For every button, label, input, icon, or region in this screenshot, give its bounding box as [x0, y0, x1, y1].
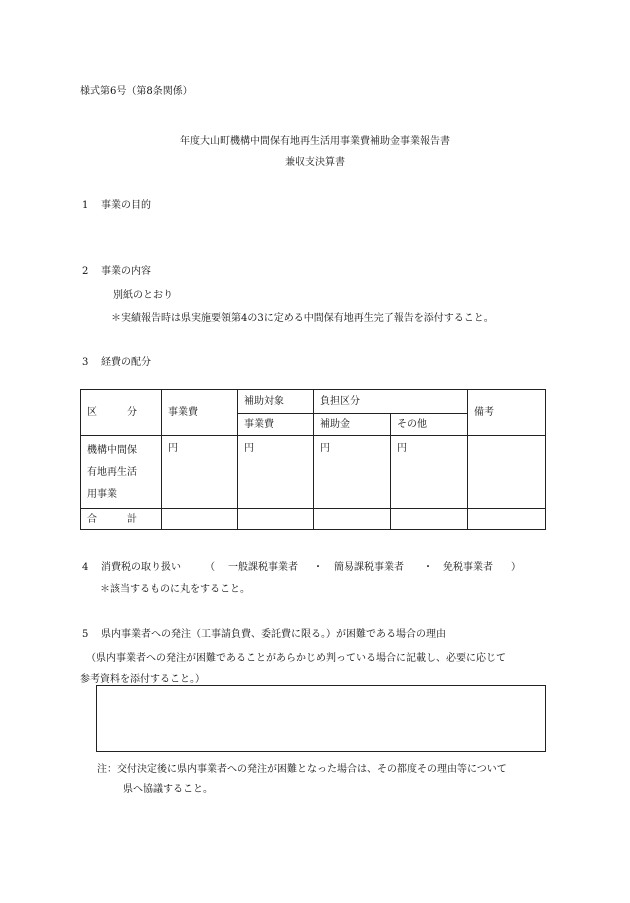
tax-separator-1: ・ — [313, 562, 323, 573]
section-1-number: 1 — [82, 200, 89, 211]
header-hojo-taisho-2: 事業費 — [238, 414, 314, 436]
header-jigyohi: 事業費 — [162, 390, 238, 436]
total-jigyohi — [162, 509, 238, 530]
header-sonota: その他 — [391, 414, 468, 436]
reason-input-box[interactable] — [96, 685, 546, 752]
table-row — [81, 436, 546, 509]
section-5-note-1: 注：交付決定後に県内事業者への発注が困難となった場合は、その都度その理由等について — [97, 764, 507, 775]
section-4-note: ＊該当するものに丸をすること。 — [100, 584, 250, 595]
cell-jigyohi: 円 — [162, 436, 238, 509]
total-biko — [468, 509, 546, 530]
document-subtitle: 兼収支決算書 — [285, 157, 345, 168]
section-1-heading: 事業の目的 — [101, 200, 151, 211]
tax-option-general: 一般課税事業者 — [228, 562, 298, 573]
form-number: 様式第6号（第8条関係） — [80, 86, 193, 97]
header-kubun — [81, 390, 162, 436]
cell-sonota: 円 — [391, 436, 468, 509]
section-5-number: 5 — [82, 629, 89, 640]
tax-option-exempt: 免税事業者 — [443, 562, 493, 573]
section-4-heading: 消費税の取り扱い — [101, 562, 181, 573]
section-5-heading: 県内事業者への発注（工事請負費、委託費に限る。）が困難である場合の理由 — [101, 629, 446, 640]
section-3-heading: 経費の配分 — [101, 357, 151, 368]
section-5-description-1: （県内事業者への発注が困難であることがあらかじめ判っている場合に記載し、必要に応じて — [86, 653, 506, 664]
header-kubun-a: 区 — [87, 407, 97, 418]
section-2-note: ＊実績報告時は県実施要領第4の3に定める中間保有地再生完了報告を添付すること。 — [111, 313, 494, 324]
document-title: 年度大山町機構中間保有地再生活用事業費補助金事業報告書 — [180, 136, 450, 147]
tax-option-simplified: 簡易課税事業者 — [334, 562, 404, 573]
row-label-line-2: 有地再生活 — [87, 467, 137, 478]
section-5-description-2: 参考資料を添付すること。） — [80, 674, 205, 685]
total-label — [81, 509, 162, 530]
cell-hojokin: 円 — [314, 436, 391, 509]
header-biko: 備考 — [468, 390, 546, 436]
section-2-heading: 事業の内容 — [101, 266, 151, 277]
section-4-number: 4 — [82, 562, 89, 573]
tax-paren-open: （ — [205, 562, 215, 573]
row-label — [81, 436, 162, 509]
section-2-number: 2 — [82, 266, 89, 277]
header-hojo-taisho-1: 補助対象 — [238, 390, 314, 414]
section-3-number: 3 — [82, 357, 89, 368]
section-2-content: 別紙のとおり — [113, 290, 173, 301]
header-kubun-b: 分 — [127, 407, 137, 418]
header-futan-kubun: 負担区分 — [314, 390, 468, 414]
row-label-line-1: 機構中間保 — [87, 445, 137, 456]
row-label-line-3: 用事業 — [87, 489, 117, 500]
tax-paren-close: ） — [511, 562, 521, 573]
cell-biko — [468, 436, 546, 509]
cell-taisho: 円 — [238, 436, 314, 509]
total-sonota — [391, 509, 468, 530]
total-hojokin — [314, 509, 391, 530]
header-hojokin: 補助金 — [314, 414, 391, 436]
total-row — [81, 509, 546, 530]
tax-separator-2: ・ — [423, 562, 433, 573]
total-label-b: 計 — [127, 513, 137, 525]
expense-allocation-table — [80, 389, 546, 530]
total-taisho — [238, 509, 314, 530]
section-5-note-2: 県へ協議すること。 — [123, 784, 213, 795]
total-label-a: 合 — [87, 513, 97, 525]
